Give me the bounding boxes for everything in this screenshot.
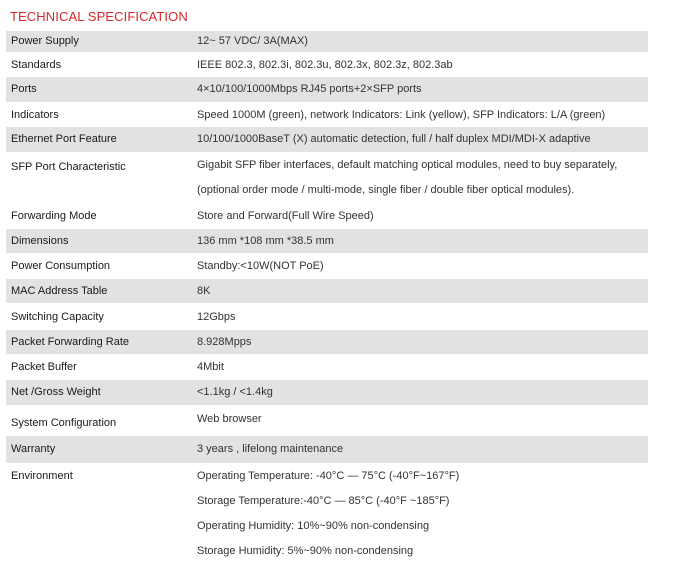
spec-row <box>6 304 648 330</box>
spec-value-line: Storage Temperature:-40°C — 85°C (-40°F ~185°F) <box>197 495 450 507</box>
spec-row <box>6 254 648 279</box>
spec-label: Net /Gross Weight <box>6 380 192 406</box>
spec-label: Warranty <box>6 436 192 464</box>
spec-value: 12~ 57 VDC/ 3A(MAX) <box>192 31 648 52</box>
spec-label: Ethernet Port Feature <box>6 127 192 152</box>
spec-value-line: Operating Humidity: 10%~90% non-condensing <box>197 520 430 532</box>
spec-row <box>6 52 648 77</box>
spec-label: Switching Capacity <box>11 310 104 323</box>
spec-value: Web browser <box>197 413 262 426</box>
spec-value <box>192 152 648 203</box>
spec-label: Indicators <box>11 108 59 121</box>
spec-value: 4Mbit <box>197 361 224 374</box>
spec-label: Packet Buffer <box>11 361 77 374</box>
spec-value: 8.928Mpps <box>192 330 648 355</box>
spec-title: TECHNICAL SPECIFICATION <box>10 9 188 24</box>
spec-value-line: Operating Temperature: -40°C — 75°C (-40°F~167°F) <box>197 470 460 482</box>
spec-label: Standards <box>11 58 62 71</box>
spec-label: SFP Port Characteristic <box>11 160 126 173</box>
spec-row <box>6 279 648 304</box>
spec-row <box>6 355 648 380</box>
spec-value: Standby:<10W(NOT PoE) <box>197 260 324 273</box>
spec-value: 10/100/1000BaseT (X) automatic detection, full / half duplex MDI/MDI-X adaptive <box>192 127 648 152</box>
spec-label: Ports <box>6 77 192 102</box>
spec-value: 136 mm *108 mm *38.5 mm <box>192 229 648 254</box>
spec-row <box>6 152 648 203</box>
spec-value-line: Storage Humidity: 5%~90% non-condensing <box>197 545 414 557</box>
spec-value-line: Gigabit SFP fiber interfaces, default matching optical modules, need to buy separately, <box>197 158 618 171</box>
spec-value: 12Gbps <box>197 310 236 323</box>
spec-row <box>6 330 648 355</box>
spec-value: Store and Forward(Full Wire Speed) <box>197 209 374 222</box>
spec-row <box>6 380 648 406</box>
spec-row <box>6 229 648 254</box>
spec-label: Power Supply <box>6 31 192 52</box>
spec-row <box>6 31 648 52</box>
spec-value: 8K <box>192 279 648 304</box>
spec-row <box>6 436 648 464</box>
spec-label: Power Consumption <box>11 260 111 273</box>
spec-row <box>6 406 648 436</box>
spec-row <box>6 464 648 565</box>
spec-value-line: (optional order mode / multi-mode, single fiber / double fiber optical modules). <box>197 183 575 196</box>
spec-row <box>6 203 648 229</box>
spec-value: IEEE 802.3, 802.3i, 802.3u, 802.3x, 802.3z, 802.3ab <box>197 58 453 71</box>
spec-value <box>192 464 648 565</box>
spec-value: 3 years , lifelong maintenance <box>192 436 648 464</box>
spec-label: Dimensions <box>6 229 192 254</box>
spec-label: Forwarding Mode <box>11 209 97 222</box>
spec-table <box>6 31 648 564</box>
spec-label: System Configuration <box>11 417 117 430</box>
spec-label: Packet Forwarding Rate <box>6 330 192 355</box>
spec-label: MAC Address Table <box>6 279 192 304</box>
spec-label: Environment <box>11 470 73 482</box>
spec-row <box>6 102 648 127</box>
spec-row <box>6 127 648 152</box>
spec-value: 4×10/100/1000Mbps RJ45 ports+2×SFP ports <box>192 77 648 102</box>
spec-value: <1.1kg / <1.4kg <box>192 380 648 406</box>
spec-value: Speed 1000M (green), network Indicators: Link (yellow), SFP Indicators: L/A (green) <box>197 108 606 121</box>
spec-row <box>6 77 648 102</box>
